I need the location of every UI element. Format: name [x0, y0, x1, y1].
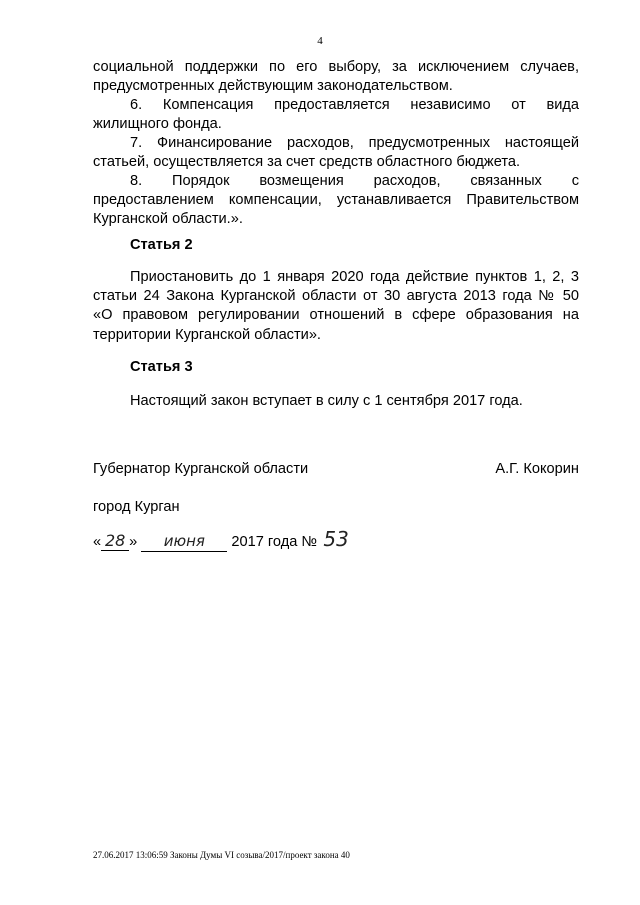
text-line: статьи 24 Закона Курганской области от 30 августа 2013 года № 50	[93, 288, 579, 305]
paragraph-7	[93, 134, 579, 172]
paragraph-6	[93, 96, 579, 134]
article-2-heading: Статья 2	[130, 237, 193, 253]
close-quote: »	[129, 534, 138, 550]
city-line: город Курган	[93, 499, 180, 515]
signatory-title: Губернатор Курганской области	[93, 461, 309, 477]
date-line	[93, 527, 351, 552]
text-line: 8. Порядок возмещения расходов, связанных с	[130, 173, 579, 189]
text-line: Приостановить до 1 января 2020 года действие пунктов 1, 2, 3	[130, 269, 579, 285]
text-line: «О правовом регулировании отношений в сфере образования на	[93, 307, 579, 324]
page-number: 4	[317, 35, 323, 47]
year-and-number-label: 2017 года №	[231, 534, 318, 550]
article-3-text: Настоящий закон вступает в силу с 1 сентября 2017 года.	[130, 393, 523, 409]
text-line: 7. Финансирование расходов, предусмотренных настоящей	[130, 135, 579, 151]
signature-block	[93, 460, 579, 479]
article-2-text	[93, 268, 579, 345]
signatory-name: А.Г. Кокорин	[495, 461, 579, 477]
handwritten-number: 53	[323, 527, 349, 551]
text-line: социальной поддержки по его выбору, за исключением случаев,	[93, 59, 579, 75]
paragraph-8	[93, 172, 579, 230]
text-line: 6. Компенсация предоставляется независимо от вида	[130, 97, 579, 113]
text-line: жилищного фонда.	[93, 116, 222, 133]
continued-paragraph	[93, 58, 579, 96]
handwritten-month: июня	[141, 532, 227, 552]
article-3-heading: Статья 3	[130, 359, 193, 375]
text-line: Курганской области.».	[93, 211, 243, 228]
footer-file-path: 27.06.2017 13:06:59 Законы Думы VI созыва/2017/проект закона 40	[93, 850, 350, 860]
handwritten-day: 28	[101, 531, 129, 551]
text-line: предусмотренных действующим законодательством.	[93, 78, 453, 95]
text-line: статьей, осуществляется за счет средств областного бюджета.	[93, 154, 521, 171]
text-line: территории Курганской области».	[93, 326, 321, 343]
open-quote: «	[93, 534, 102, 550]
text-line: предоставлением компенсации, устанавливается Правительством	[93, 192, 579, 209]
